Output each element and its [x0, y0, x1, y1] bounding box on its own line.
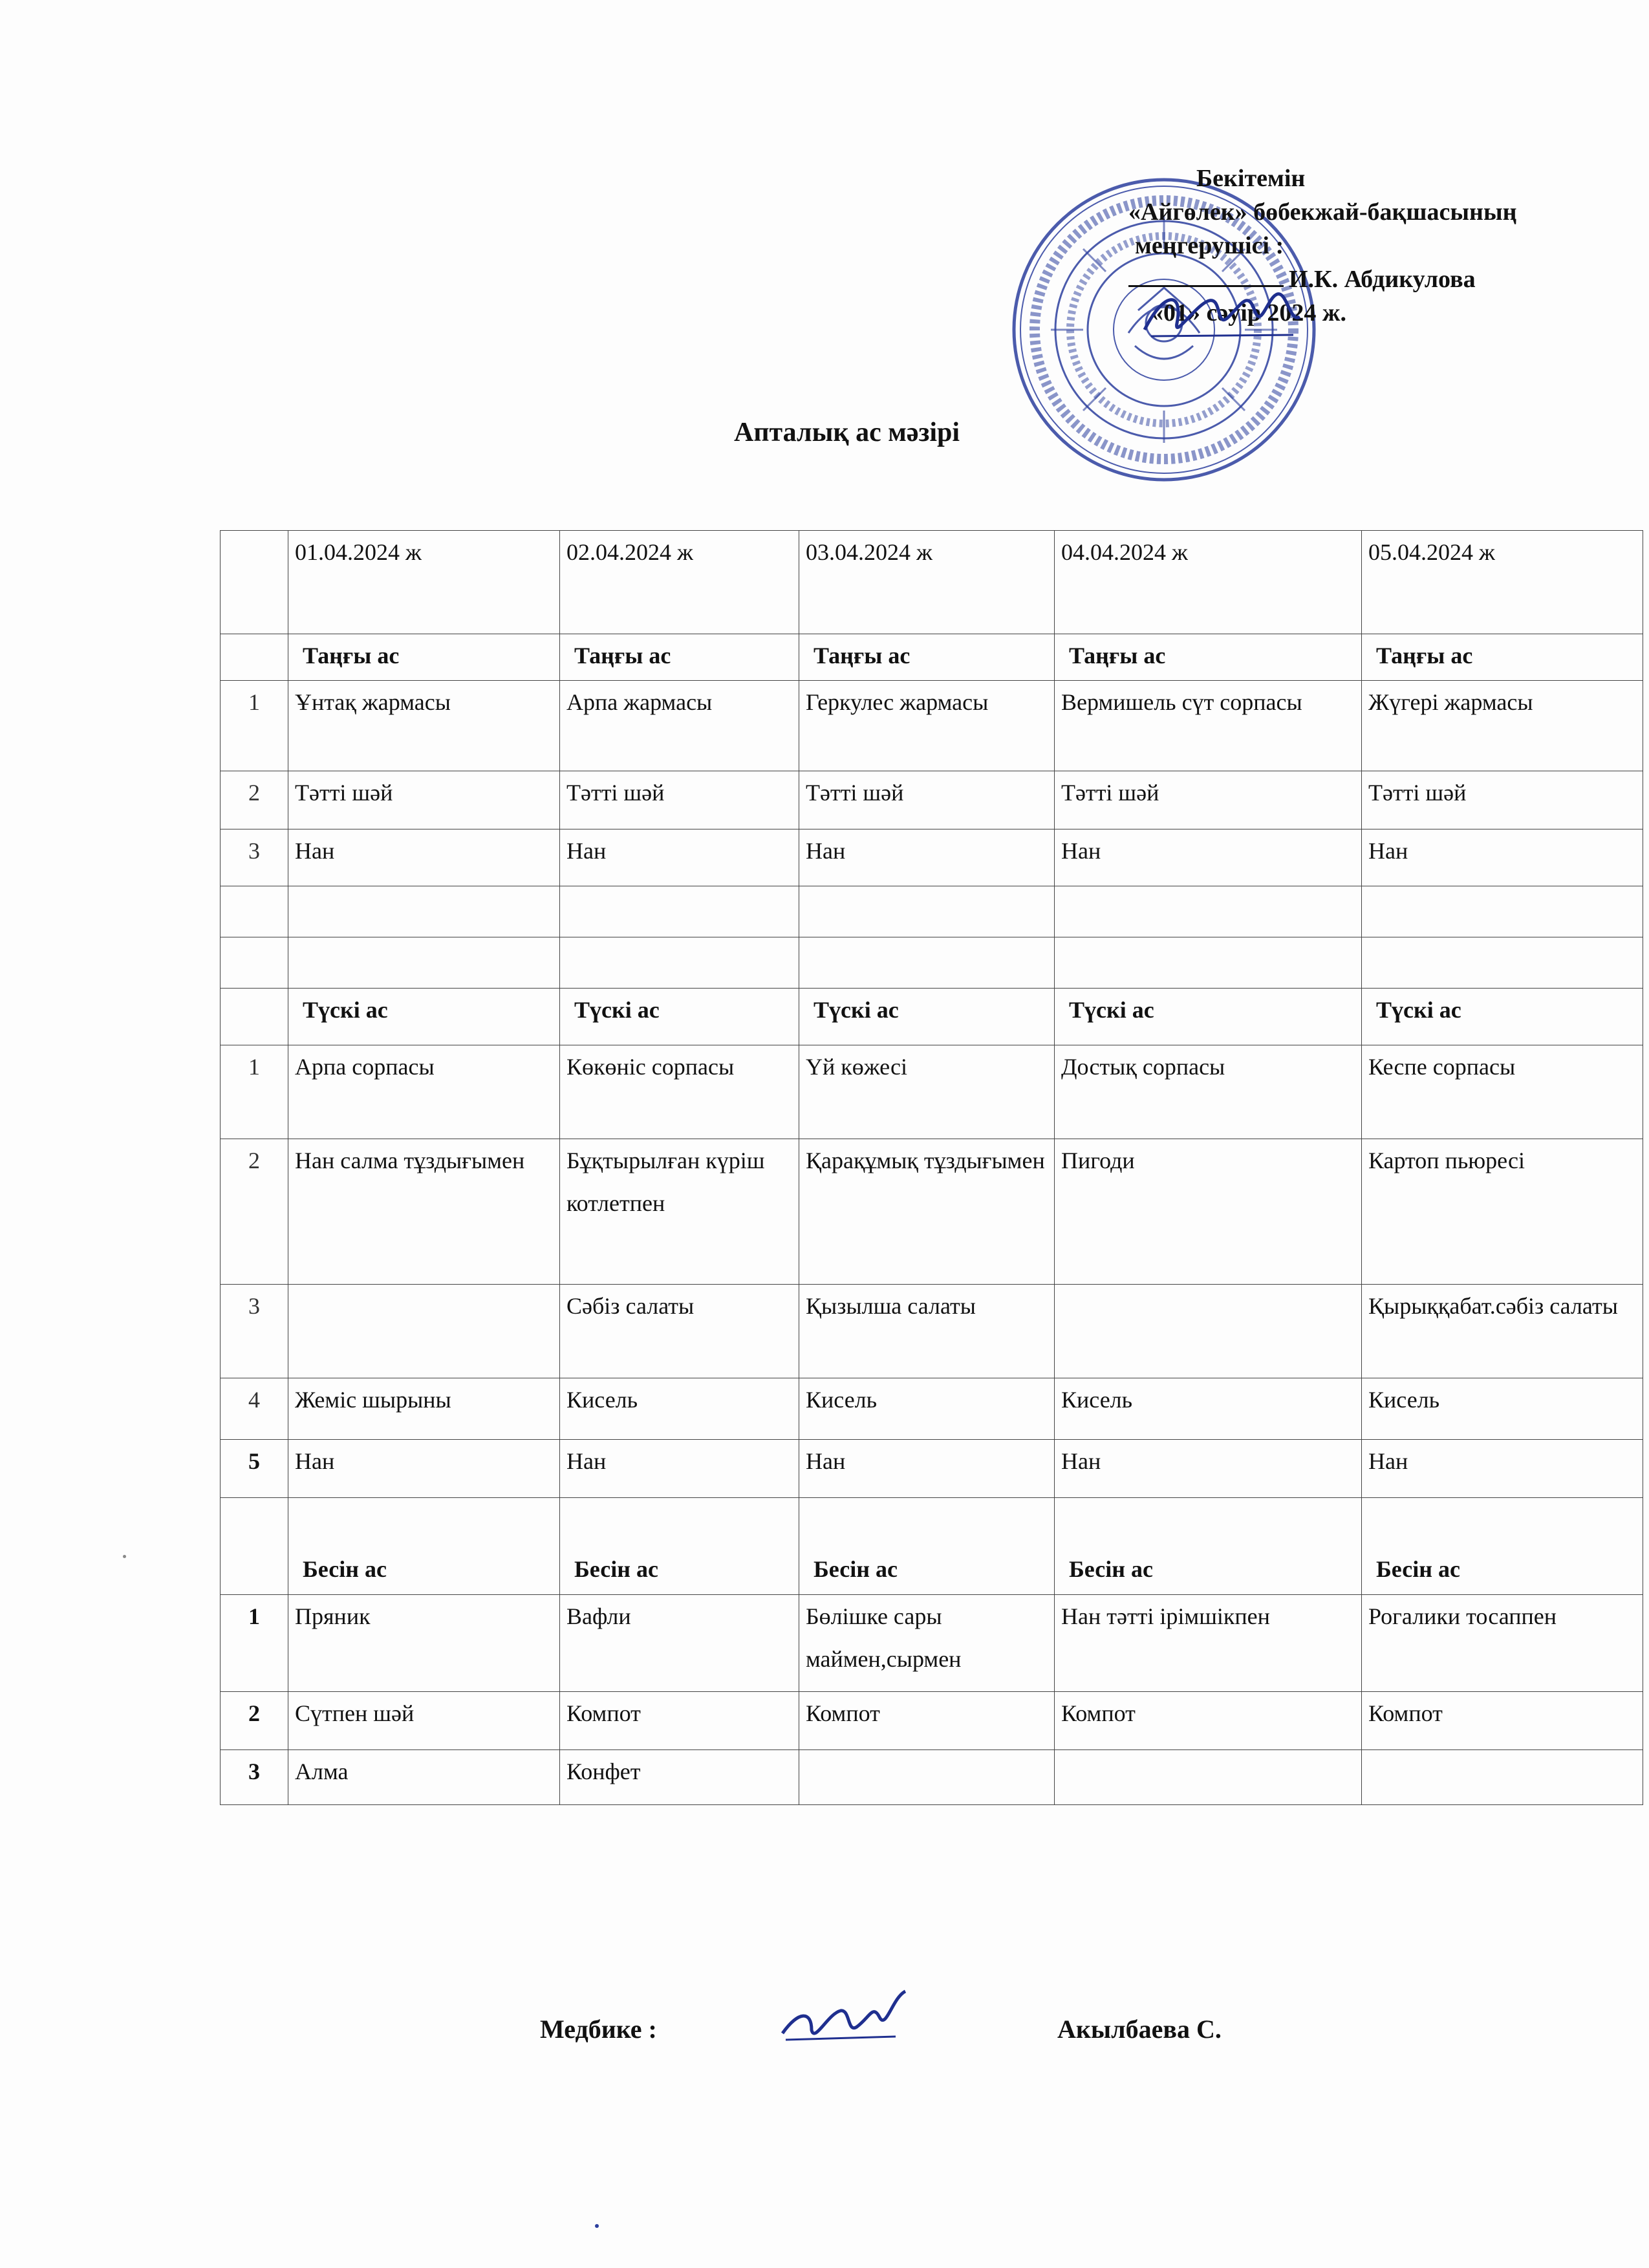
row-number: 3 [221, 829, 288, 886]
snack-dish-cell: Компот [1362, 1692, 1643, 1750]
snack-header-cell: Бесін ас [288, 1498, 560, 1595]
empty-cell [1055, 886, 1362, 937]
lunch-dish-cell: Сәбіз салаты [560, 1285, 799, 1378]
nurse-signature [776, 1985, 925, 2049]
snack-dish-cell: Пряник [288, 1595, 560, 1692]
date-cell: 04.04.2024 ж [1055, 531, 1362, 634]
lunch-dish-cell: Кисель [1055, 1378, 1362, 1440]
lunch-dish-cell: Қызылша салаты [799, 1285, 1055, 1378]
snack-dish-cell: Алма [288, 1750, 560, 1805]
empty-row [221, 937, 1643, 989]
breakfast-dish-cell: Ұнтақ жармасы [288, 681, 560, 771]
empty-cell [799, 937, 1055, 989]
snack-header-cell: Бесін ас [560, 1498, 799, 1595]
row-number: 2 [221, 1139, 288, 1285]
row-number: 3 [221, 1285, 288, 1378]
snack-dish-cell: Компот [799, 1692, 1055, 1750]
breakfast-dish-cell: Вермишель сүт сорпасы [1055, 681, 1362, 771]
lunch-dish-cell: Пигоди [1055, 1139, 1362, 1285]
approval-date: «01» сәуір 2024 ж. [1151, 299, 1346, 326]
breakfast-dish-cell: Тәтті шәй [288, 771, 560, 829]
num-cell [221, 634, 288, 681]
lunch-dish-cell: Қарақұмық тұздығымен [799, 1139, 1055, 1285]
empty-cell [799, 886, 1055, 937]
director-signature [1138, 278, 1313, 349]
num-cell [221, 1498, 288, 1595]
snack-dish-cell: Компот [560, 1692, 799, 1750]
empty-cell [1055, 937, 1362, 989]
breakfast-header-cell: Таңғы ас [1055, 634, 1362, 681]
row-number: 1 [221, 1595, 288, 1692]
lunch-row [221, 1045, 1643, 1139]
lunch-dish-cell: Картоп пьюресі [1362, 1139, 1643, 1285]
breakfast-dish-cell: Тәтті шәй [560, 771, 799, 829]
breakfast-row [221, 829, 1643, 886]
snack-dish-cell: Сүтпен шәй [288, 1692, 560, 1750]
breakfast-dish-cell: Нан [1055, 829, 1362, 886]
lunch-header-cell: Түскі ас [1362, 989, 1643, 1045]
breakfast-row [221, 681, 1643, 771]
snack-header-cell: Бесін ас [799, 1498, 1055, 1595]
row-number: 2 [221, 771, 288, 829]
row-number: 1 [221, 681, 288, 771]
scan-speck [595, 2224, 599, 2228]
lunch-dish-cell: Жеміс шырыны [288, 1378, 560, 1440]
row-number: 5 [221, 1440, 288, 1498]
lunch-row [221, 1440, 1643, 1498]
lunch-dish-cell: Көкөніс сорпасы [560, 1045, 799, 1139]
breakfast-dish-cell: Нан [560, 829, 799, 886]
lunch-dish-cell: Үй көжесі [799, 1045, 1055, 1139]
snack-row [221, 1692, 1643, 1750]
date-cell: 02.04.2024 ж [560, 531, 799, 634]
lunch-dish-cell: Нан салма тұздығымен [288, 1139, 560, 1285]
num-cell [221, 989, 288, 1045]
breakfast-header-cell: Таңғы ас [560, 634, 799, 681]
empty-cell [1362, 937, 1643, 989]
snack-row [221, 1750, 1643, 1805]
lunch-dish-cell: Арпа сорпасы [288, 1045, 560, 1139]
lunch-dish-cell: Бұқтырылған күріш котлетпен [560, 1139, 799, 1285]
lunch-dish-cell: Кисель [560, 1378, 799, 1440]
nurse-label: Медбике : [540, 2015, 657, 2044]
breakfast-dish-cell: Геркулес жармасы [799, 681, 1055, 771]
snack-dish-cell [1055, 1750, 1362, 1805]
snack-header-cell: Бесін ас [1055, 1498, 1362, 1595]
breakfast-dish-cell: Жүгері жармасы [1362, 681, 1643, 771]
breakfast-dish-cell: Тәтті шәй [1362, 771, 1643, 829]
approval-organization: «Айгөлек» бөбекжай-бақшасының [1128, 198, 1517, 226]
breakfast-dish-cell: Нан [288, 829, 560, 886]
lunch-dish-cell: Достық сорпасы [1055, 1045, 1362, 1139]
snack-header-cell: Бесін ас [1362, 1498, 1643, 1595]
lunch-header-row [221, 989, 1643, 1045]
breakfast-header-cell: Таңғы ас [288, 634, 560, 681]
lunch-header-cell: Түскі ас [799, 989, 1055, 1045]
lunch-dish-cell [288, 1285, 560, 1378]
breakfast-header-cell: Таңғы ас [1362, 634, 1643, 681]
snack-dish-cell: Компот [1055, 1692, 1362, 1750]
lunch-dish-cell: Нан [560, 1440, 799, 1498]
approval-title: Бекітемін [1196, 165, 1306, 192]
empty-cell [221, 937, 288, 989]
lunch-row [221, 1378, 1643, 1440]
breakfast-header-cell: Таңғы ас [799, 634, 1055, 681]
lunch-row [221, 1285, 1643, 1378]
weekly-menu-table [220, 530, 1643, 1805]
snack-header-row [221, 1498, 1643, 1595]
breakfast-dish-cell: Тәтті шәй [1055, 771, 1362, 829]
snack-row [221, 1595, 1643, 1692]
date-row [221, 531, 1643, 634]
lunch-row [221, 1139, 1643, 1285]
scan-speck [123, 1555, 126, 1558]
empty-cell [288, 937, 560, 989]
empty-cell [560, 886, 799, 937]
approval-position: меңгерушісі : [1135, 232, 1284, 259]
breakfast-dish-cell: Арпа жармасы [560, 681, 799, 771]
empty-cell [288, 886, 560, 937]
lunch-dish-cell: Нан [1055, 1440, 1362, 1498]
approval-signer-name: И.К. Абдикулова [1289, 266, 1476, 293]
document-title: Апталық ас мәзірі [734, 418, 960, 447]
breakfast-header-row [221, 634, 1643, 681]
row-number: 1 [221, 1045, 288, 1139]
lunch-dish-cell: Кисель [799, 1378, 1055, 1440]
corner-cell [221, 531, 288, 634]
lunch-dish-cell [1055, 1285, 1362, 1378]
date-cell: 03.04.2024 ж [799, 531, 1055, 634]
nurse-name: Акылбаева С. [1057, 2015, 1222, 2044]
lunch-dish-cell: Нан [1362, 1440, 1643, 1498]
snack-dish-cell [1362, 1750, 1643, 1805]
lunch-dish-cell: Кеспе сорпасы [1362, 1045, 1643, 1139]
lunch-dish-cell: Қырыққабат.сәбіз салаты [1362, 1285, 1643, 1378]
snack-dish-cell: Вафли [560, 1595, 799, 1692]
empty-row [221, 886, 1643, 937]
row-number: 2 [221, 1692, 288, 1750]
empty-cell [1362, 886, 1643, 937]
lunch-header-cell: Түскі ас [1055, 989, 1362, 1045]
lunch-header-cell: Түскі ас [288, 989, 560, 1045]
row-number: 3 [221, 1750, 288, 1805]
snack-dish-cell: Нан тәтті ірімшікпен [1055, 1595, 1362, 1692]
breakfast-dish-cell: Нан [799, 829, 1055, 886]
snack-dish-cell: Конфет [560, 1750, 799, 1805]
breakfast-dish-cell: Тәтті шәй [799, 771, 1055, 829]
breakfast-row [221, 771, 1643, 829]
empty-cell [221, 886, 288, 937]
snack-dish-cell: Рогалики тосаппен [1362, 1595, 1643, 1692]
date-cell: 01.04.2024 ж [288, 531, 560, 634]
snack-dish-cell: Бөлішке сары маймен,сырмен [799, 1595, 1055, 1692]
lunch-dish-cell: Нан [288, 1440, 560, 1498]
lunch-header-cell: Түскі ас [560, 989, 799, 1045]
row-number: 4 [221, 1378, 288, 1440]
lunch-dish-cell: Нан [799, 1440, 1055, 1498]
breakfast-dish-cell: Нан [1362, 829, 1643, 886]
lunch-dish-cell: Кисель [1362, 1378, 1643, 1440]
date-cell: 05.04.2024 ж [1362, 531, 1643, 634]
snack-dish-cell [799, 1750, 1055, 1805]
empty-cell [560, 937, 799, 989]
